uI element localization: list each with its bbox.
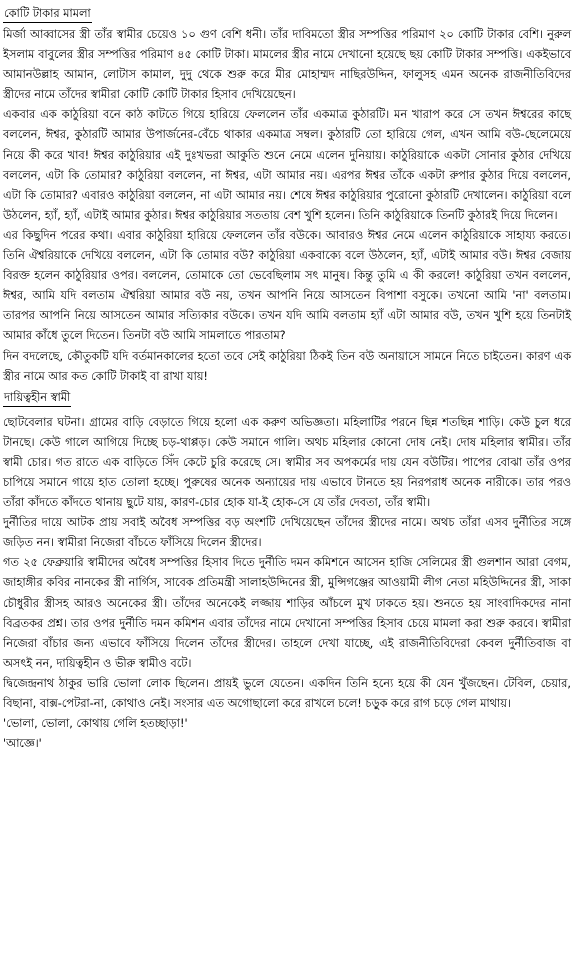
article-heading-irresponsible-husband: দায়িত্বহীন স্বামী [3,389,71,407]
dialogue-line: 'আজ্ঞে।' [3,737,42,751]
article-paragraph: দিন বদলেছে, কৌতুকটি যদি বর্তমানকালের হতো তবে সেই কাঠুরিয়া ঠিকই তিন বউ অনায়াসে সামনে নিতে চাইতেন। কারণ এক স্ত্রীর নামে আর কত কোটি টাকাই বা রাখা যায়! [3,349,571,383]
article-heading-crore-taka-case: কোটি টাকার মামলা [3,5,92,23]
article-paragraph: গত ২৫ ফেব্রুয়ারি স্বামীদের অবৈধ সম্পত্তির হিসাব দিতে দুর্নীতি দমন কমিশনে আসেন হাজি সেলিমের স্ত্রী গুলশান আরা বেগম, জাহাঙ্গীর কবির নানকের স্ত্রী নার্গিস, সাবেক প্রতিমন্ত্রী সালাহউদ্দিনের স্ত্রী, মুন্সিগঞ্জের আওয়ামী লীগ নেতা মহিউদ্দিনের স্ত্রী, সাকা চৌধুরীর স্ত্রীসহ আরও অনেকের স্ত্রী। তাঁদের অনেকেই লজ্জায় শাড়ির আঁচলে মুখ ঢাকতে হয়। শুনতে হয় সাংবাদিকদের নানা বিব্রতকর প্রশ্ন। তার ওপর দুর্নীতি দমন কমিশন এবার তাঁদের নামে দেখানো সম্পত্তির হিসাব চেয়ে মামলা করা শুরু করবে। স্বামীরা নিজেরা বাঁচার জন্য এভাবে ফাঁসিয়ে দিলেন তাঁদের স্ত্রীদের। তাহলে দেখা যাচ্ছে, এই রাজনীতিবিদেরা কেবল দুর্নীতিবাজ বা অসৎই নন, দায়িত্বহীন ও ভীরু স্বামীও বটে। [3,556,571,670]
article-paragraph: ছোটবেলার ঘটনা। গ্রামের বাড়ি বেড়াতে গিয়ে হলো এক করুণ অভিজ্ঞতা। মহিলাটির পরনে ছিন্ন শতছিন্ন শাড়ি। কেউ চুল ধরে টানছে। কেউ গালে আগিয়ে দিচ্ছে চড়-থাপ্পড়। কেউ সমানে গালি। অথচ মহিলার কোনো দোষ নেই। দোষ মহিলার স্বামীর। তাঁর স্বামী চোর। গত রাতে এক বাড়িতে সিঁদ কেটে চুরি করেছে সে। স্বামীর সব অপকর্মের দায় যেন বউটির। পাপের বোঝা তাঁর ওপর চাপিয়ে সমানে গায়ে হাত তোলা হচ্ছে। পুরুষের অনেক অন্যায়ের দায় এভাবে টানতে হয় নিরপরাধ অনেক নারীকে। তার পরও তাঁরা কাঁদতে কাঁদতে থানায় ছুটে যায়, কারণ-চোর হোক যা-ই হোক-সে যে তাঁর দেবতা, তাঁর স্বামী। [3,415,571,510]
article-paragraph: দুর্নীতির দায়ে আটক প্রায় সবাই অবৈধ সম্পত্তির বড় অংশটি দেখিয়েছেন তাঁদের স্ত্রীদের নামে। অথচ তাঁরা এসব দুর্নীতির সঙ্গে জড়িত নন। স্বামীরা নিজেরা বাঁচতে ফাঁসিয়ে দিলেন স্ত্রীদের। [3,516,571,550]
article-paragraph: এর কিছুদিন পরের কথা। এবার কাঠুরিয়া হারিয়ে ফেললেন তাঁর বউকে। আবারও ঈশ্বর নেমে এলেন কাঠুরিয়াকে সাহায্য করতে। তিনি ঐশ্বরিয়াকে দেখিয়ে বললেন, এটা কি তোমার বউ? কাঠুরিয়া একবাক্যে বলে উঠলেন, হ্যাঁ, এটাই আমার বউ। ঈশ্বর বেজায় বিরক্ত হলেন কাঠুরিয়ার ওপর। বললেন, তোমাকে তো ভেবেছিলাম সৎ মানুষ। কিন্তু তুমি এ কী করলে! কাঠুরিয়া তখন বললেন, ঈশ্বর, আমি যদি বলতাম ঐশ্বরিয়া আমার বউ নয়, তখন আপনি নিয়ে আসতেন বিপাশা বসুকে। তখনো আমি 'না' বলতাম। তারপর আপনি নিয়ে আসতেন আমার সত্যিকার বউকে। তখন যদি আমি বলতাম হ্যাঁ এটা আমার বউ, তখন খুশি হয়ে তিনটাই আমার কাঁধে তুলে দিতেন। তিনটা বউ আমি সামলাতে পারতাম? [3,228,571,343]
dialogue-line: 'ভোলা, ভোলা, কোথায় গেলি হতচ্ছাড়া!' [3,717,188,731]
article-paragraph: একবার এক কাঠুরিয়া বনে কাঠ কাটতে গিয়ে হারিয়ে ফেললেন তাঁর একমাত্র কুঠারটি। মন খারাপ করে সে তখন ঈশ্বরের কাছে বললেন, ঈশ্বর, কুঠারটি আমার উপার্জনের-বেঁচে থাকার একমাত্র সম্বল। কুঠারটি তো হারিয়ে গেল, এখন আমি বউ-ছেলেমেয়ে নিয়ে কী করে খাব! ঈশ্বর কাঠুরিয়ার এই দুঃখভরা আকুতি শুনে নেমে এলেন দুনিয়ায়। কাঠুরিয়াকে একটা সোনার কুঠার দেখিয়ে বললেন, এটা কি তোমার? কাঠুরিয়া বললেন, না ঈশ্বর, এটা আমার নয়। এরপর ঈশ্বর তাঁকে একটা রুপার কুঠার দিয়ে বললেন, এটা কি তোমার? এবারও কাঠুরিয়া বললেন, না এটা আমার নয়। শেষে ঈশ্বর কাঠুরিয়ার পুরোনো কুঠারটি দেখালেন। কাঠুরিয়া বলে উঠলেন, হ্যাঁ, হ্যাঁ, এটাই আমার কুঠার। ঈশ্বর কাঠুরিয়ার সততায় বেশ খুশি হলেন। তিনি কাঠুরিয়াকে তিনটি কুঠারই দিয়ে দিলেন। [3,108,571,222]
article-paragraph: দ্বিজেন্দ্রনাথ ঠাকুর ভারি ভোলা লোক ছিলেন। প্রায়ই ভুলে যেতেন। একদিন তিনি হন্যে হয়ে কী যেন খুঁজছেন। টেবিল, চেয়ার, বিছানা, বাক্স-পেটরা-না, কোথাও নেই। সংসার এত অগোছালো করে রাখলে চলে! চড়ুক করে রাগ চড়ে গেল মাথায়। [3,676,571,710]
article-paragraph: মির্জা আব্বাসের স্ত্রী তাঁর স্বামীর চেয়েও ১০ গুণ বেশি ধনী। তাঁর দাবিমতো স্ত্রীর সম্পত্তির পরিমাণ ২০ কোটি টাকার বেশি। নুরুল ইসলাম বাবুলের স্ত্রীর সম্পত্তির পরিমাণ ৪৫ কোটি টাকা। মামলের স্ত্রীর নামে দেখানো হয়েছে ছয় কোটি টাকার সম্পত্তি। একইভাবে আমানউল্লাহ আমান, লোটাস কামাল, দুদু থেকে শুরু করে মীর মোহাম্মদ নাছিরউদ্দিন, ফালুসহ এমন অনেক রাজনীতিবিদের স্ত্রীদের নামে তাঁদের স্বামীরা কোটি কোটি টাকার হিসাব দেখিয়েছেন। [3,28,571,102]
